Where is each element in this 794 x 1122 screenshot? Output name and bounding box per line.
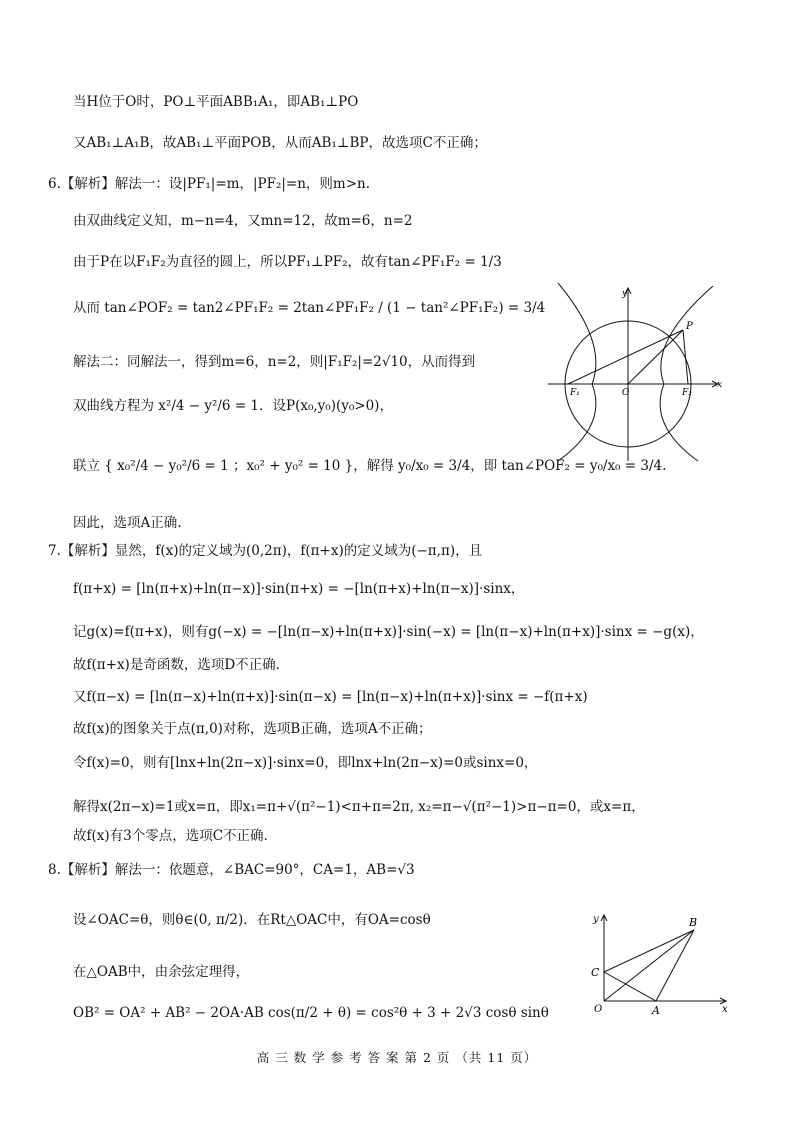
label-f2: F₂ — [682, 388, 692, 398]
label-o: O — [594, 1004, 603, 1015]
hyperbola-circle-figure — [548, 283, 728, 463]
label-y: y — [593, 914, 599, 925]
label-f1: F₁ — [570, 388, 580, 398]
line-14: 故f(π+x)是奇函数，选项D不正确. — [73, 657, 280, 673]
line-9: 联立 { x₀²/4 − y₀²/6 = 1 ；x₀² + y₀² = 10 }，解得 y₀/x₀ = 3/4，即 tan∠POF₂ = y₀/x₀ = 3/4. — [73, 458, 667, 474]
line-8: 双曲线方程为 x²/4 − y²/6 = 1．设P(x₀,y₀)(y₀>0)， — [73, 398, 393, 414]
label-o: O — [622, 388, 630, 398]
line-4: 由双曲线定义知，m−n=4，又mn=12，故m=6，n=2 — [73, 213, 413, 229]
label-p: P — [686, 321, 693, 332]
line-11: 7.【解析】显然，f(x)的定义域为(0,2π)，f(π+x)的定义域为(−π,π)，且 — [48, 543, 483, 559]
seg-ca — [604, 972, 656, 1001]
page-footer: 高 三 数 学 参 考 答 案 第 2 页 （共 11 页） — [256, 1050, 538, 1065]
seg-ab — [656, 930, 694, 1001]
line-5: 由于P在以F₁F₂为直径的圆上，所以PF₁⊥PF₂，故有tan∠PF₁F₂ = 1/3 — [73, 254, 502, 270]
line-3: 6.【解析】解法一：设|PF₁|=m，|PF₂|=n，则m>n. — [48, 176, 371, 192]
line-17: 令f(x)=0，则有[lnx+ln(2π−x)]·sinx=0，即lnx+ln(2π−x)=0或sinx=0， — [73, 755, 538, 771]
seg-op — [628, 330, 683, 384]
line-16: 故f(x)的图象关于点(π,0)对称，选项B正确，选项A不正确； — [73, 721, 432, 737]
line-18: 解得x(2π−x)=1或x=π，即x₁=π+√(π²−1)<π+π=2π, x₂=π−√(π²−1)>π−π=0，或x=π， — [73, 799, 645, 815]
label-y: y — [622, 289, 628, 299]
line-6: 从而 tan∠POF₂ = tan2∠PF₁F₂ = 2tan∠PF₁F₂ / (1 − tan²∠PF₁F₂) = 3/4 — [73, 300, 546, 316]
line-23: OB² = OA² + AB² − 2OA·AB cos(π/2 + θ) = cos²θ + 3 + 2√3 cosθ sinθ — [73, 1005, 549, 1021]
line-7: 解法二：同解法一，得到m=6，n=2，则|F₁F₂|=2√10，从而得到 — [73, 354, 476, 370]
label-b: B — [689, 916, 698, 929]
seg-pf2 — [683, 330, 688, 384]
line-15: 又f(π−x) = [ln(π−x)+ln(π+x)]·sin(π−x) = [ln(π−x)+ln(π+x)]·sinx = −f(π+x) — [73, 689, 588, 705]
line-13: 记g(x)=f(π+x)，则有g(−x) = −[ln(π−x)+ln(π+x)]·sin(−x) = [ln(π−x)+ln(π+x)]·sinx = −g(x)， — [73, 624, 704, 640]
label-a: A — [652, 1004, 660, 1017]
line-19: 故f(x)有3个零点，选项C不正确. — [73, 828, 268, 844]
line-22: 在△OAB中，由余弦定理得， — [73, 964, 250, 980]
line-1: 当H位于O时，PO⊥平面ABB₁A₁，即AB₁⊥PO — [73, 94, 359, 110]
label-x: x — [722, 1004, 728, 1015]
triangle-figure — [588, 910, 733, 1020]
line-21: 设∠OAC=θ，则θ∈(0, π/2)．在Rt△OAC中，有OA=cosθ — [73, 912, 431, 928]
label-x: x — [717, 380, 723, 390]
line-10: 因此，选项A正确. — [73, 515, 182, 531]
line-20: 8.【解析】解法一：依题意，∠BAC=90°，CA=1，AB=√3 — [48, 862, 415, 878]
label-c: C — [591, 966, 600, 979]
line-2: 又AB₁⊥A₁B，故AB₁⊥平面POB，从而AB₁⊥BP，故选项C不正确； — [73, 135, 487, 151]
line-12: f(π+x) = [ln(π+x)+ln(π−x)]·sin(π+x) = −[ln(π+x)+ln(π−x)]·sinx， — [73, 581, 525, 597]
